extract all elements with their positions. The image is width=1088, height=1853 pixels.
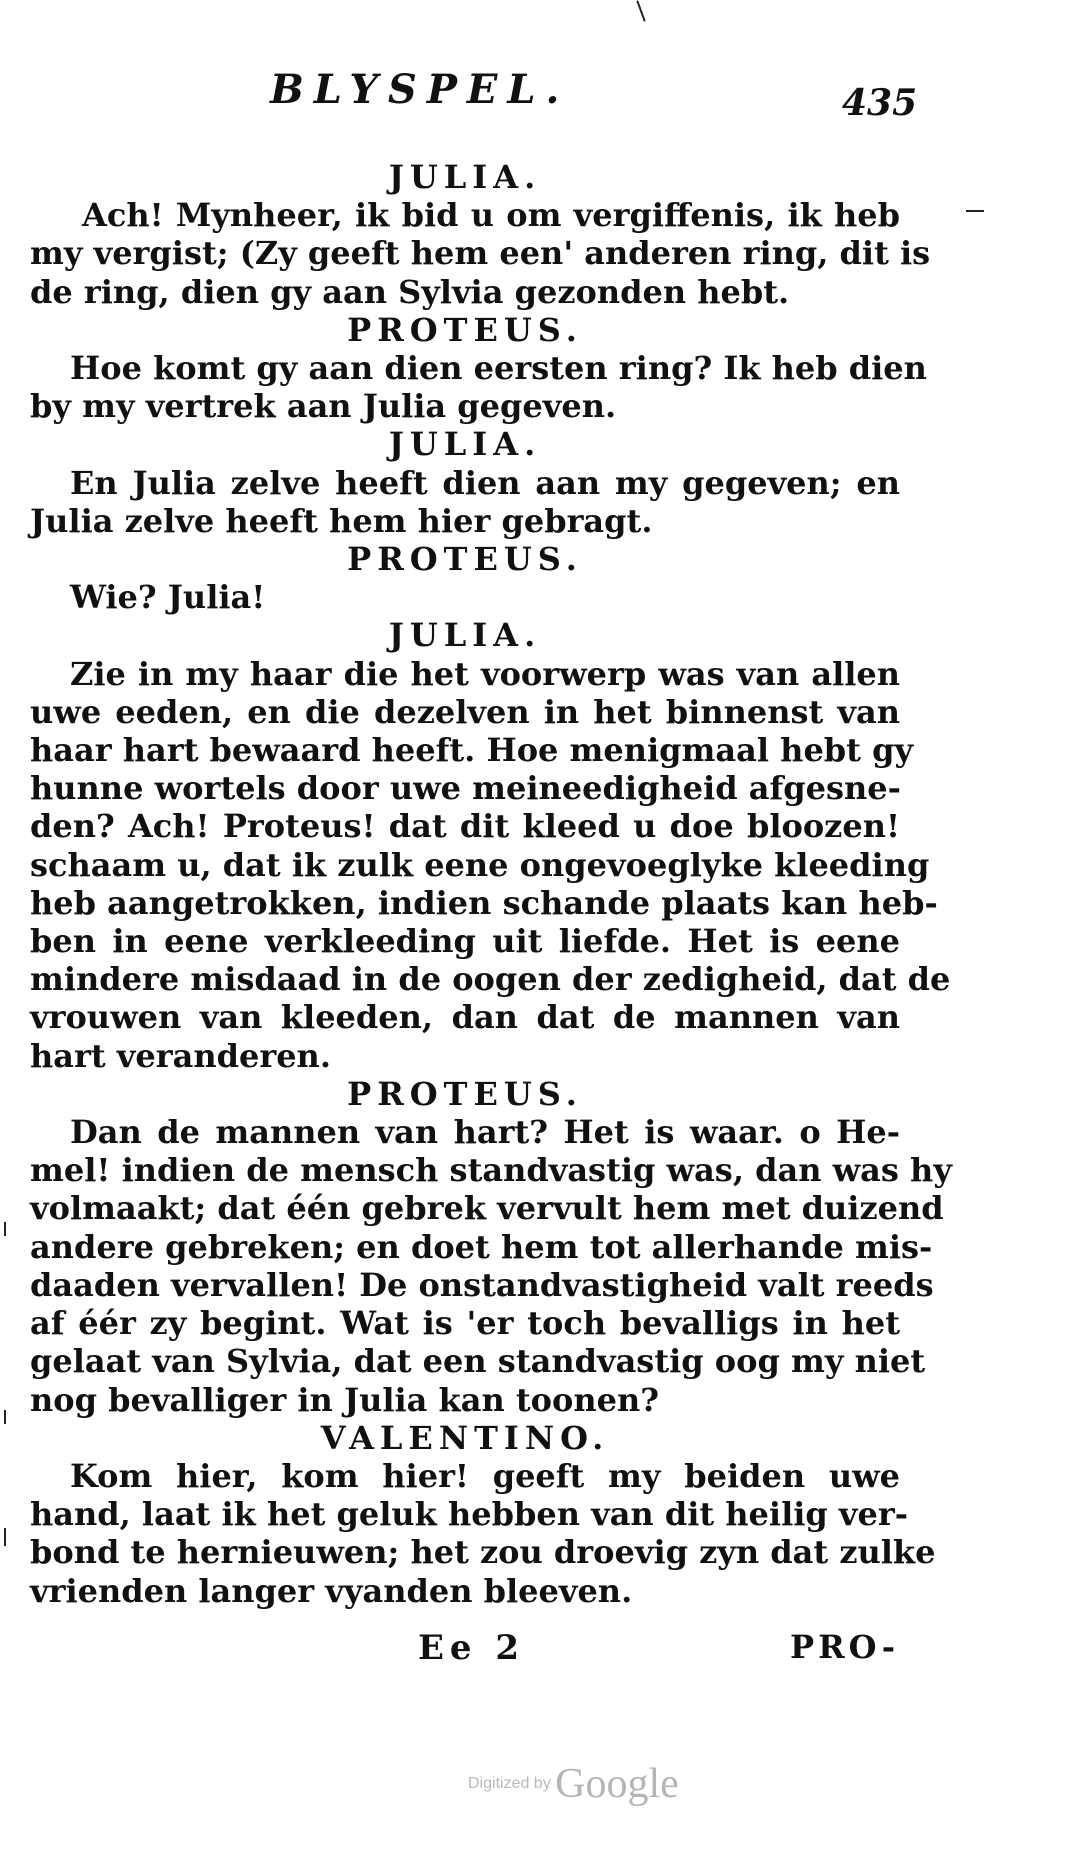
speaker-heading: PROTEUS. xyxy=(347,1074,583,1113)
text-line: daaden vervallen! De onstandvastigheid valt reeds xyxy=(30,1265,934,1304)
text-line: hunne wortels door uwe meineedigheid afgesne- xyxy=(30,769,901,808)
text-line: bond te hernieuwen; het zou droevig zyn dat zulke xyxy=(30,1533,936,1572)
text-line: heb aangetrokken, indien schande plaats kan heb- xyxy=(30,883,938,922)
text-line: by my vertrek aan Julia gegeven. xyxy=(30,387,617,426)
watermark-small-text: Digitized by xyxy=(468,1775,551,1792)
text-line: nog bevalliger in Julia kan toonen? xyxy=(30,1380,659,1419)
speaker-heading: JULIA. xyxy=(388,158,542,196)
speaker-heading: VALENTINO. xyxy=(320,1418,610,1457)
text-line: mindere misdaad in de oogen der zedigheid, dat de xyxy=(30,960,951,999)
text-line: vrouwen van kleeden, dan dat de mannen van xyxy=(30,998,900,1037)
text-line: den? Ach! Proteus! dat dit kleed u doe bloozen! xyxy=(30,807,900,846)
text-line: En Julia zelve heeft dien aan my gegeven; en xyxy=(70,463,900,502)
text-line: Wie? Julia! xyxy=(70,578,266,617)
text-line: uwe eeden, en die dezelven in het binnenst van xyxy=(30,692,900,731)
text-line: Julia zelve heeft hem hier gebragt. xyxy=(30,501,653,540)
speaker-heading: PROTEUS. xyxy=(347,310,583,349)
text-line: haar hart bewaard heeft. Hoe menigmaal hebt gy xyxy=(30,731,914,770)
text-line: Hoe komt gy aan dien eersten ring? Ik heb dien xyxy=(70,349,927,388)
text-line: Ach! Mynheer, ik bid u om vergiffenis, ik heb xyxy=(82,196,900,235)
text-line: my vergist; (Zy geeft hem een' anderen ring, dit is xyxy=(30,234,931,273)
text-line: gelaat van Sylvia, dat een standvastig oog my niet xyxy=(30,1342,926,1381)
page-number: 435 xyxy=(842,82,918,124)
text-line: hand, laat ik het geluk hebben van dit heilig ver- xyxy=(30,1495,908,1534)
speaker-heading: PROTEUS. xyxy=(347,540,583,579)
print-speck xyxy=(4,1528,6,1546)
text-line: mel! indien de mensch standvastig was, dan was hy xyxy=(30,1151,952,1190)
print-speck xyxy=(4,1410,6,1424)
text-line: volmaakt; dat één gebrek vervult hem met duizend xyxy=(30,1189,944,1228)
speaker-heading: JULIA. xyxy=(388,616,542,655)
text-line: andere gebreken; en doet hem tot allerhande mis- xyxy=(30,1227,933,1266)
running-header-title: BLYSPEL. xyxy=(270,66,570,113)
print-speck xyxy=(4,1222,6,1236)
text-line: vrienden langer vyanden bleeven. xyxy=(30,1571,633,1610)
google-logo: Google xyxy=(555,1761,679,1807)
play-text xyxy=(30,158,952,1610)
print-speck xyxy=(966,210,984,212)
text-line: schaam u, dat ik zulk eene ongevoeglyke kleeding xyxy=(30,845,930,884)
text-line: af éér zy begint. Wat is 'er toch bevalligs in het xyxy=(30,1304,900,1343)
catchword: PRO- xyxy=(790,1628,899,1666)
text-line: de ring, dien gy aan Sylvia gezonden hebt. xyxy=(30,272,790,311)
speaker-heading: JULIA. xyxy=(388,425,542,464)
text-line: Dan de mannen van hart? Het is waar. o He- xyxy=(70,1113,900,1152)
text-line: hart veranderen. xyxy=(30,1036,331,1075)
text-line: Kom hier, kom hier! geeft my beiden uwe xyxy=(70,1456,900,1495)
text-line: ben in eene verkleeding uit liefde. Het is eene xyxy=(30,922,900,961)
digitized-by-google-watermark xyxy=(468,1760,679,1808)
print-speck xyxy=(636,0,645,21)
text-line: Zie in my haar die het voorwerp was van allen xyxy=(70,654,900,693)
signature-mark: Ee 2 xyxy=(418,1628,526,1668)
